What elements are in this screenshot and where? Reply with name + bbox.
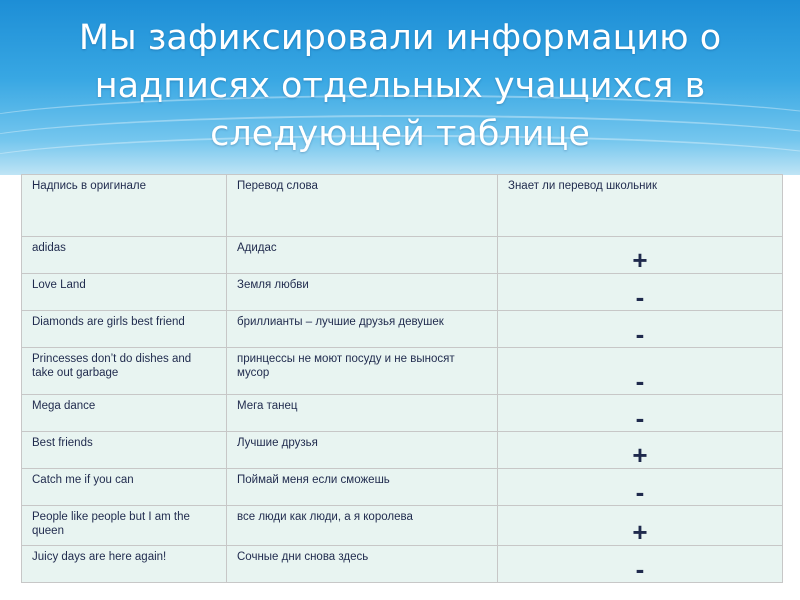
cell-mark: + — [498, 432, 783, 469]
cell-mark: - — [498, 348, 783, 395]
cell-mark: - — [498, 469, 783, 506]
cell-translation: Сочные дни снова здесь — [227, 546, 498, 583]
cell-mark: + — [498, 237, 783, 274]
survey-table — [21, 174, 783, 583]
table-row — [22, 395, 783, 432]
cell-mark: + — [498, 506, 783, 546]
cell-original: Best friends — [22, 432, 227, 469]
cell-original: Mega dance — [22, 395, 227, 432]
cell-translation: Поймай меня если сможешь — [227, 469, 498, 506]
table-row — [22, 274, 783, 311]
cell-original: Love Land — [22, 274, 227, 311]
table-row — [22, 432, 783, 469]
cell-mark: - — [498, 546, 783, 583]
table-row — [22, 469, 783, 506]
table-row — [22, 506, 783, 546]
header-original: Надпись в оригинале — [22, 175, 227, 237]
cell-original: Princesses don’t do dishes and take out garbage — [22, 348, 227, 395]
cell-mark: - — [498, 311, 783, 348]
table-row — [22, 311, 783, 348]
slide-title: Мы зафиксировали информацию о надписях отдельных учащихся в следующей таблице — [78, 18, 722, 154]
cell-translation: все люди как люди, а я королева — [227, 506, 498, 546]
cell-translation: Земля любви — [227, 274, 498, 311]
cell-translation: Адидас — [227, 237, 498, 274]
table-row — [22, 348, 783, 395]
cell-translation: бриллианты – лучшие друзья девушек — [227, 311, 498, 348]
cell-translation: Лучшие друзья — [227, 432, 498, 469]
cell-original: Catch me if you can — [22, 469, 227, 506]
header-knows: Знает ли перевод школьник — [498, 175, 783, 237]
cell-translation: принцессы не моют посуду и не выносят мусор — [227, 348, 498, 395]
table-row — [22, 546, 783, 583]
cell-mark: - — [498, 274, 783, 311]
header-translation: Перевод слова — [227, 175, 498, 237]
cell-mark: - — [498, 395, 783, 432]
cell-original: adidas — [22, 237, 227, 274]
cell-original: Diamonds are girls best friend — [22, 311, 227, 348]
cell-original: People like people but I am the queen — [22, 506, 227, 546]
table-header-row — [22, 175, 783, 237]
cell-translation: Мега танец — [227, 395, 498, 432]
table-row — [22, 237, 783, 274]
cell-original: Juicy days are here again! — [22, 546, 227, 583]
